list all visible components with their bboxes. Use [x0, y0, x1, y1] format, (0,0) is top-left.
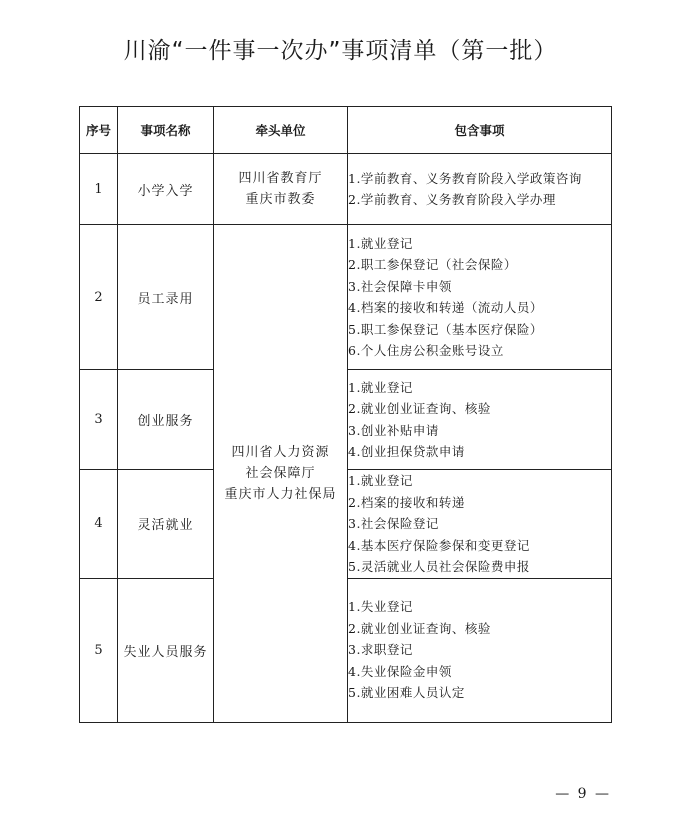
- item-line: 5.灵活就业人员社会保险费申报: [348, 559, 530, 574]
- header-items: 包含事项: [348, 107, 612, 154]
- row-name: 灵活就业: [118, 470, 214, 579]
- row-no: 5: [80, 578, 118, 722]
- row-items: [348, 225, 612, 370]
- dept-line: 四川省教育厅: [238, 171, 323, 186]
- item-line: 5.职工参保登记（基本医疗保险）: [348, 321, 543, 337]
- header-dept: 牵头单位: [214, 107, 348, 154]
- item-line: 4.基本医疗保险参保和变更登记: [348, 537, 530, 553]
- item-line: 4.失业保险金申领: [348, 663, 452, 679]
- item-line: 1.就业登记: [348, 379, 413, 395]
- item-line: 1.失业登记: [348, 599, 413, 615]
- item-line: 2.就业创业证查询、核验: [348, 401, 491, 416]
- row-items: [348, 154, 612, 225]
- item-line: 1.学前教育、义务教育阶段入学政策咨询: [348, 170, 582, 186]
- row-items: [348, 578, 612, 722]
- row-dept: [214, 154, 348, 225]
- item-line: 1.就业登记: [348, 235, 413, 251]
- item-line: 5.就业困难人员认定: [348, 685, 465, 701]
- item-line: 4.档案的接收和转递（流动人员）: [348, 300, 543, 315]
- item-line: 2.档案的接收和转递: [348, 494, 465, 510]
- table-row: [80, 225, 612, 370]
- row-name: 失业人员服务: [118, 578, 214, 722]
- row-name: 创业服务: [118, 370, 214, 470]
- row-no: 1: [80, 154, 118, 225]
- item-line: 2.学前教育、义务教育阶段入学办理: [348, 192, 556, 207]
- item-line: 3.社会保障卡申领: [348, 278, 452, 294]
- item-line: 3.社会保险登记: [348, 516, 439, 531]
- header-name: 事项名称: [118, 107, 214, 154]
- dept-line: 社会保障厅: [245, 465, 316, 481]
- item-line: 3.创业补贴申请: [348, 422, 439, 438]
- items-table: [79, 106, 612, 723]
- item-line: 6.个人住房公积金账号设立: [348, 343, 504, 358]
- row-no: 3: [80, 370, 118, 470]
- table-header-row: [80, 107, 612, 154]
- dept-line: 四川省人力资源: [231, 444, 330, 460]
- row-items: [348, 370, 612, 470]
- page-number: — 9 —: [555, 786, 611, 802]
- item-line: 2.就业创业证查询、核验: [348, 620, 491, 636]
- row-name: 小学入学: [118, 154, 214, 225]
- row-no: 2: [80, 225, 118, 370]
- item-line: 3.求职登记: [348, 642, 413, 658]
- table-row: [80, 154, 612, 225]
- item-line: 1.就业登记: [348, 473, 413, 488]
- dept-line: 重庆市人力社保局: [224, 486, 337, 502]
- header-no: 序号: [80, 107, 118, 154]
- page-title: 川渝“一件事一次办”事项清单（第一批）: [123, 38, 558, 64]
- shared-dept: [214, 225, 348, 723]
- item-line: 2.职工参保登记（社会保险）: [348, 257, 517, 272]
- row-name: 员工录用: [118, 225, 214, 370]
- item-line: 4.创业担保贷款申请: [348, 444, 465, 459]
- dept-line: 重庆市教委: [245, 192, 316, 207]
- row-no: 4: [80, 470, 118, 579]
- row-items: [348, 470, 612, 579]
